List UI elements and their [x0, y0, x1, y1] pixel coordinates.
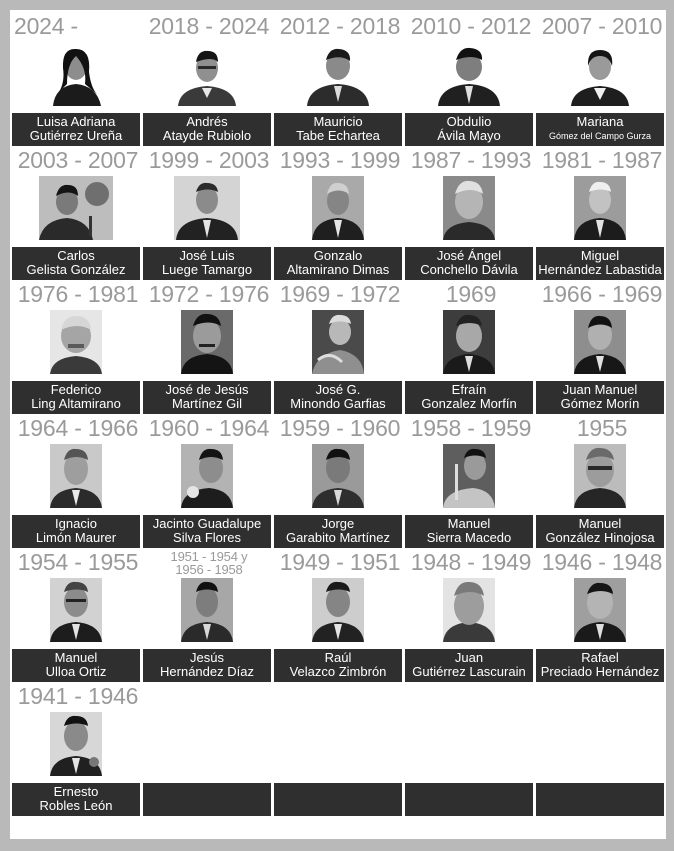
portrait-photo — [443, 578, 495, 642]
portrait-photo — [312, 310, 364, 374]
empty-slot — [536, 682, 664, 816]
last-name: Silva Flores — [173, 530, 241, 545]
name-label — [12, 381, 140, 414]
first-name: Luisa Adriana — [36, 114, 116, 129]
term-years: 1949 - 1951 — [279, 549, 401, 575]
name-label — [405, 649, 533, 682]
portrait-photo — [176, 42, 238, 106]
term-years: 1959 - 1960 — [279, 415, 401, 441]
first-name: Manuel — [578, 516, 622, 531]
leader-card — [12, 280, 140, 414]
last-name: Altamirano Dimas — [286, 262, 390, 277]
name-label — [274, 649, 402, 682]
name-label — [536, 649, 664, 682]
portrait-photo — [574, 176, 626, 240]
leader-card — [274, 146, 402, 280]
name-label — [12, 113, 140, 146]
portrait-photo — [181, 444, 233, 508]
first-name: José Luis — [179, 248, 235, 263]
last-name: Hernández Díaz — [160, 664, 254, 679]
last-name: Ulloa Ortiz — [45, 664, 107, 679]
first-name: Mauricio — [313, 114, 363, 129]
name-label — [12, 247, 140, 280]
portrait-photo — [569, 42, 631, 106]
last-name: Conchello Dávila — [420, 262, 518, 277]
portrait-photo — [50, 712, 102, 776]
portrait-photo — [574, 578, 626, 642]
first-name: Manuel — [54, 650, 98, 665]
first-name: Raúl — [324, 650, 352, 665]
leader-card — [12, 146, 140, 280]
leader-card — [12, 548, 140, 682]
first-name: Ernesto — [53, 784, 99, 799]
term-years: 1964 - 1966 — [17, 415, 139, 441]
name-label — [274, 381, 402, 414]
term-years: 1941 - 1946 — [17, 683, 139, 709]
leader-card — [12, 682, 140, 816]
name-label — [536, 515, 664, 548]
first-name: Federico — [50, 382, 102, 397]
name-label — [12, 649, 140, 682]
leader-card — [536, 280, 664, 414]
last-name: Limón Maurer — [35, 530, 117, 545]
first-name: Jacinto Guadalupe — [152, 516, 262, 531]
portrait-photo — [438, 42, 500, 106]
term-years: 1976 - 1981 — [17, 281, 139, 307]
portrait-photo — [443, 444, 495, 508]
last-name: Atayde Rubiolo — [162, 128, 252, 143]
empty-slot — [274, 682, 402, 816]
portrait-photo — [443, 310, 495, 374]
empty-name-label — [405, 783, 533, 816]
first-name: Obdulio — [446, 114, 492, 129]
first-name: Gonzalo — [313, 248, 363, 263]
first-name: Miguel — [580, 248, 620, 263]
portrait-photo — [181, 310, 233, 374]
leader-card — [536, 12, 664, 146]
portrait-photo — [574, 444, 626, 508]
term-years: 1946 - 1948 — [541, 549, 663, 575]
leader-card — [405, 548, 533, 682]
term-years: 1993 - 1999 — [279, 147, 401, 173]
term-years: 1954 - 1955 — [17, 549, 139, 575]
first-name: Ignacio — [55, 516, 97, 531]
name-label — [274, 247, 402, 280]
portrait-photo — [50, 310, 102, 374]
name-label — [536, 247, 664, 280]
name-label — [143, 113, 271, 146]
term-years: 2003 - 2007 — [17, 147, 139, 173]
term-years-line1: 1951 - 1954 y — [170, 549, 248, 564]
portrait-photo — [443, 176, 495, 240]
last-name: Tabe Echartea — [296, 128, 380, 143]
empty-name-label — [143, 783, 271, 816]
leader-card — [12, 12, 140, 146]
last-name: Gómez Morín — [560, 396, 640, 411]
leader-card — [143, 280, 271, 414]
leader-card — [274, 12, 402, 146]
name-label — [143, 381, 271, 414]
portrait-photo — [312, 444, 364, 508]
portrait-photo — [174, 176, 240, 240]
leader-card — [405, 146, 533, 280]
name-label — [405, 247, 533, 280]
first-name: Efraín — [451, 382, 487, 397]
leader-card — [143, 414, 271, 548]
term-years: 1948 - 1949 — [410, 549, 532, 575]
name-label — [143, 247, 271, 280]
term-years: 1960 - 1964 — [148, 415, 270, 441]
term-years: 2024 - — [14, 13, 79, 39]
leader-card — [143, 146, 271, 280]
term-years-line2: 1956 - 1958 — [175, 562, 243, 577]
leaders-grid — [12, 12, 664, 816]
term-years: 1981 - 1987 — [541, 147, 663, 173]
leader-card — [536, 548, 664, 682]
first-name: Juan Manuel — [562, 382, 638, 397]
portrait-photo — [312, 578, 364, 642]
first-name: Mariana — [576, 114, 624, 129]
first-name: Rafael — [581, 650, 619, 665]
term-years: 2007 - 2010 — [541, 13, 663, 39]
first-name: Manuel — [447, 516, 491, 531]
portrait-photo — [50, 444, 102, 508]
last-name: Ling Altamirano — [31, 396, 121, 411]
leader-card — [536, 146, 664, 280]
term-years: 2010 - 2012 — [410, 13, 532, 39]
last-name: Luege Tamargo — [161, 262, 253, 277]
portrait-photo — [312, 176, 364, 240]
leader-card — [405, 414, 533, 548]
last-name: Gómez del Campo Gurza — [548, 131, 652, 141]
name-label — [274, 515, 402, 548]
leader-card — [12, 414, 140, 548]
name-label — [12, 515, 140, 548]
last-name: Robles León — [39, 798, 113, 813]
leader-card — [405, 280, 533, 414]
portrait-photo — [307, 42, 369, 106]
portrait-photo — [45, 42, 107, 106]
first-name: Jesús — [190, 650, 224, 665]
term-years: 1966 - 1969 — [541, 281, 663, 307]
term-years: 1969 - 1972 — [279, 281, 401, 307]
empty-slot — [405, 682, 533, 816]
term-years: 1955 — [576, 415, 628, 441]
leader-card — [143, 12, 271, 146]
last-name: Minondo Garfias — [290, 396, 386, 411]
leader-card — [274, 414, 402, 548]
portrait-photo — [39, 176, 113, 240]
last-name: Gutiérrez Ureña — [29, 128, 123, 143]
term-years — [143, 550, 275, 576]
last-name: Gelista González — [26, 262, 126, 277]
first-name: Andrés — [186, 114, 228, 129]
name-label — [12, 783, 140, 816]
first-name: José G. — [315, 382, 361, 397]
first-name: José Ángel — [436, 248, 502, 263]
last-name: Ávila Mayo — [437, 128, 501, 143]
last-name: Martínez Gil — [171, 396, 243, 411]
last-name: Hernández Labastida — [538, 262, 662, 277]
portrait-photo — [50, 578, 102, 642]
leader-card — [274, 280, 402, 414]
leader-card — [405, 12, 533, 146]
last-name: Garabito Martínez — [285, 530, 391, 545]
last-name: Preciado Hernández — [540, 664, 660, 679]
first-name: José de Jesús — [165, 382, 249, 397]
leader-card — [143, 548, 271, 682]
term-years: 1972 - 1976 — [148, 281, 270, 307]
name-label — [405, 515, 533, 548]
name-label — [274, 113, 402, 146]
portrait-photo — [574, 310, 626, 374]
last-name: Gutiérrez Lascurain — [412, 664, 526, 679]
leader-card — [536, 414, 664, 548]
last-name: Gonzalez Morfín — [421, 396, 517, 411]
name-label — [536, 113, 664, 146]
name-label — [536, 381, 664, 414]
name-label — [405, 381, 533, 414]
empty-slot — [143, 682, 271, 816]
first-name: Jorge — [321, 516, 355, 531]
first-name: Juan — [454, 650, 484, 665]
name-label — [143, 515, 271, 548]
term-years: 2018 - 2024 — [148, 13, 270, 39]
term-years: 1999 - 2003 — [148, 147, 270, 173]
name-label — [143, 649, 271, 682]
portrait-photo — [181, 578, 233, 642]
term-years: 1969 — [445, 281, 497, 307]
last-name: Velazco Zimbrón — [289, 664, 387, 679]
term-years: 1987 - 1993 — [410, 147, 532, 173]
name-label — [405, 113, 533, 146]
last-name: González Hinojosa — [545, 530, 655, 545]
empty-name-label — [274, 783, 402, 816]
first-name: Carlos — [57, 248, 95, 263]
term-years: 1958 - 1959 — [410, 415, 532, 441]
empty-name-label — [536, 783, 664, 816]
term-years: 2012 - 2018 — [279, 13, 401, 39]
leader-card — [274, 548, 402, 682]
last-name: Sierra Macedo — [426, 530, 512, 545]
